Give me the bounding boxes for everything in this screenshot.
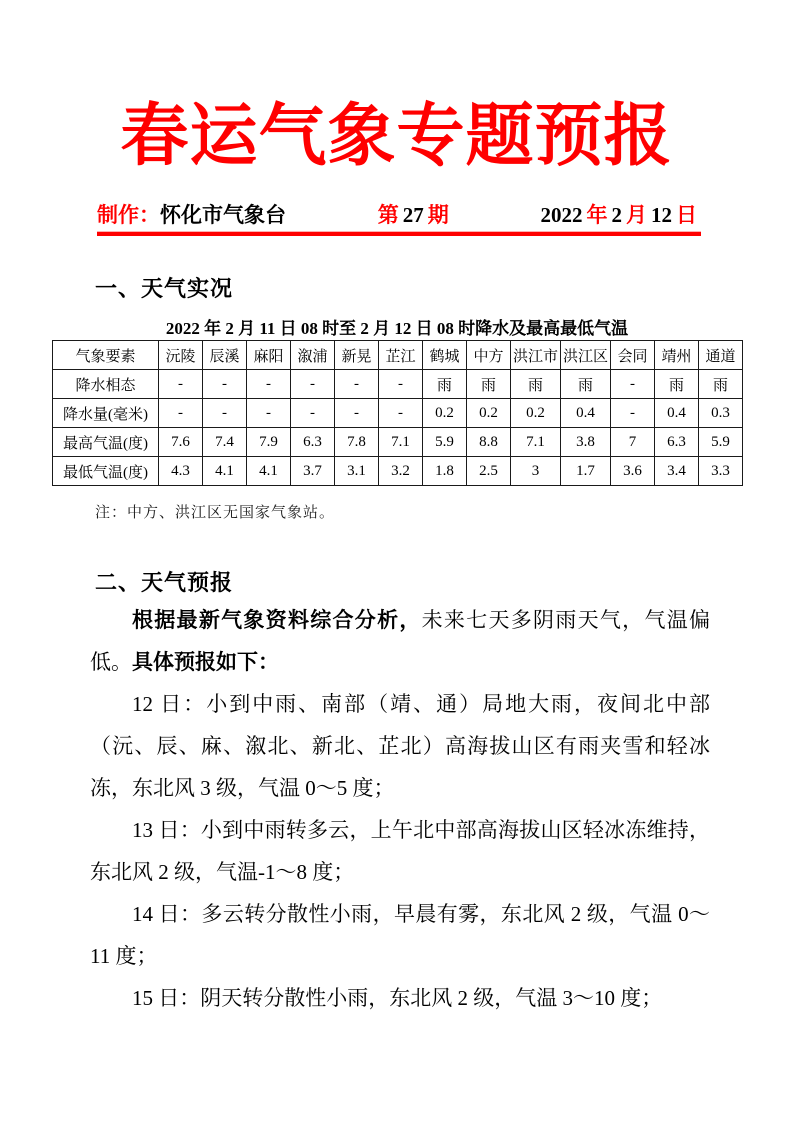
data-cell: 7.1 [379,428,423,457]
forecast-day-13: 13 日：小到中雨转多云，上午北中部高海拔山区轻冰冻维持，东北风 2 级，气温-1～8 度； [90,818,710,884]
date-month-unit: 月 [626,203,647,227]
data-cell: - [291,399,335,428]
data-cell: 雨 [423,370,467,399]
data-cell: 雨 [561,370,611,399]
data-cell: 3 [511,457,561,486]
date-day: 12 [651,203,672,227]
data-cell: 1.8 [423,457,467,486]
data-cell: 2.5 [467,457,511,486]
weather-observation-table [52,340,743,486]
data-cell: 3.3 [699,457,743,486]
table-row [53,457,743,486]
data-cell: 3.8 [561,428,611,457]
data-cell: - [611,370,655,399]
data-cell: 4.1 [203,457,247,486]
row-label-cell: 降水相态 [53,370,159,399]
station-header-cell: 溆浦 [291,341,335,370]
data-cell: 6.3 [291,428,335,457]
data-cell: - [611,399,655,428]
maker-label: 制作： [97,203,160,227]
table-body [53,370,743,486]
data-cell: 0.4 [561,399,611,428]
row-label-cell: 最低气温(度) [53,457,159,486]
forecast-day-15: 15 日：阴天转分散性小雨，东北风 2 级，气温 3～10 度； [132,986,663,1010]
row-label-cell: 最高气温(度) [53,428,159,457]
data-cell: 0.2 [511,399,561,428]
date-year: 2022 [540,203,583,227]
date-day-unit: 日 [676,203,697,227]
data-cell: 0.2 [467,399,511,428]
data-cell: 7.6 [159,428,203,457]
forecast-body [90,599,710,1019]
data-cell: 7.1 [511,428,561,457]
page-title: 春运气象专题预报 [120,98,673,174]
table-row [53,428,743,457]
data-cell: 1.7 [561,457,611,486]
data-cell: 3.4 [655,457,699,486]
issue-number: 27 [402,203,424,227]
data-cell: - [203,370,247,399]
maker-field [97,199,286,229]
table-title: 2022 年 2 月 11 日 08 时至 2 月 12 日 08 时降水及最高最低气温 [165,319,629,338]
data-cell: 7.4 [203,428,247,457]
date-field [541,199,702,229]
data-cell: - [159,370,203,399]
station-header-cell: 通道 [699,341,743,370]
data-cell: - [335,370,379,399]
station-header-cell: 麻阳 [247,341,291,370]
forecast-intro-summary: 未来七天多阴雨天气，气温偏低。 [90,608,710,674]
maker-name: 怀化市气象台 [160,203,286,227]
data-cell: - [379,399,423,428]
issue-prefix: 第 [377,203,399,227]
station-header-cell: 中方 [467,341,511,370]
data-cell: 7.8 [335,428,379,457]
station-header-cell: 洪江市 [511,341,561,370]
data-cell: 0.2 [423,399,467,428]
data-cell: - [379,370,423,399]
station-header-cell: 洪江区 [561,341,611,370]
data-cell: 6.3 [655,428,699,457]
data-cell: 雨 [511,370,561,399]
section-heading-weather-forecast: 二、天气预报 [95,570,234,595]
row-label-cell: 降水量(毫米) [53,399,159,428]
date-month: 2 [611,203,622,227]
table-row [53,370,743,399]
data-cell: 7 [611,428,655,457]
date-year-unit: 年 [586,203,608,227]
forecast-intro-paragraph [90,599,710,683]
data-cell: 雨 [699,370,743,399]
forecast-day-14: 14 日：多云转分散性小雨，早晨有雾，东北风 2 级，气温 0～11 度； [90,902,710,968]
data-cell: 3.1 [335,457,379,486]
table-header-row [53,341,743,370]
masthead-divider-rule [97,231,701,236]
forecast-intro-lead: 根据最新气象资料综合分析， [132,608,422,632]
data-cell: 3.7 [291,457,335,486]
station-header-cell: 辰溪 [203,341,247,370]
station-header-cell: 新晃 [335,341,379,370]
data-cell: 0.4 [655,399,699,428]
data-cell: 5.9 [699,428,743,457]
data-cell: - [247,399,291,428]
data-cell: 3.2 [379,457,423,486]
table-footnote: 注：中方、洪江区无国家气象站。 [95,505,336,521]
data-cell: 7.9 [247,428,291,457]
table-head [53,341,743,370]
table-corner-cell: 气象要素 [53,341,159,370]
data-cell: 4.3 [159,457,203,486]
data-cell: - [247,370,291,399]
station-header-cell: 沅陵 [159,341,203,370]
data-cell: 4.1 [247,457,291,486]
issue-field [378,199,449,229]
data-cell: 3.6 [611,457,655,486]
forecast-day-12: 12 日：小到中雨、南部（靖、通）局地大雨，夜间北中部（沅、辰、麻、溆北、新北、芷北）高海拔山区有雨夹雪和轻冰冻，东北风 3 级，气温 0～5 度； [90,692,710,800]
data-cell: 雨 [655,370,699,399]
issue-suffix: 期 [427,203,449,227]
station-header-cell: 鹤城 [423,341,467,370]
data-cell: - [335,399,379,428]
data-cell: - [291,370,335,399]
station-header-cell: 会同 [611,341,655,370]
station-header-cell: 靖州 [655,341,699,370]
table-row [53,399,743,428]
data-cell: 8.8 [467,428,511,457]
data-cell: - [203,399,247,428]
masthead [97,199,701,229]
data-cell: 5.9 [423,428,467,457]
data-cell: 0.3 [699,399,743,428]
data-cell: - [159,399,203,428]
station-header-cell: 芷江 [379,341,423,370]
section-heading-weather-actuals: 一、天气实况 [95,276,234,301]
forecast-intro-tail: 具体预报如下： [132,650,279,674]
data-cell: 雨 [467,370,511,399]
